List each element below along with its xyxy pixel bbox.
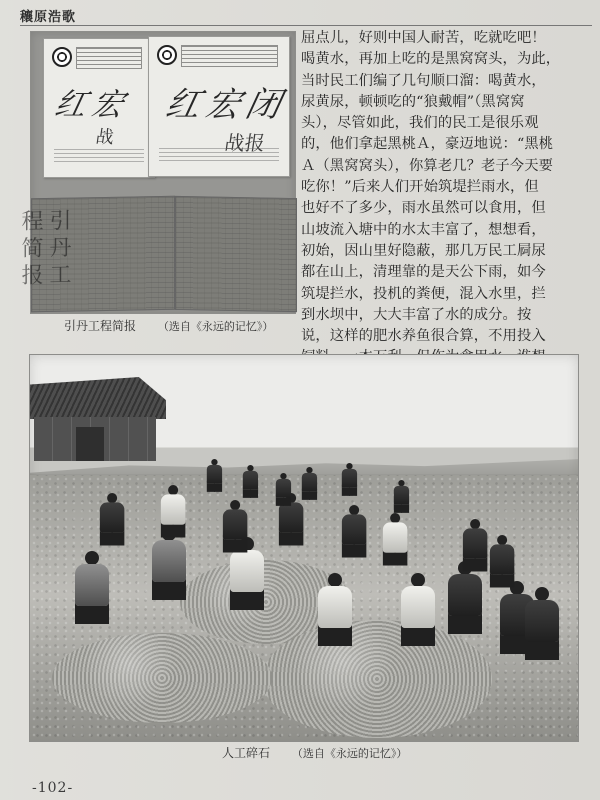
thatched-hut: [30, 377, 166, 461]
worker-figure: [339, 505, 369, 547]
worker-figure: [226, 537, 268, 595]
left-newspaper-title: 红宏: [51, 87, 134, 123]
article-body: 屈点儿，好则中国人耐苦，吃就吃吧！ 喝黄水，再加上吃的是黑窝窝头，为此， 当时民工们编了几句顺口溜：喝黄水， 尿黄尿，顿顿吃的“狼戴帽”（黑窝窝 头），尽管如此，我们的民工是很乐观 的，他们拿起黑桃Ａ，豪迈地说：“黑桃 Ａ（黑窝窝头），你算老几？老子今天要 吃你！”后来人们开始筑堤拦雨水，但 也好不了多少，雨水虽然可以食用，但 山坡流入塘中的水太丰富了，想想看， 初始，因山里好隐蔽，那几万民工屙尿 都在山上，清理靠的是天公下雨，如今 筑堤拦水，投机的粪便，混入水里，拦 到水坝中，大大丰富了水的成分。按 说，这样的肥水养鱼很合算，不用投入: [301, 30, 561, 345]
right-newspaper: [148, 36, 290, 177]
newspaper-photo: [18, 31, 296, 314]
bottom-caption-text: 人工碎石: [222, 746, 271, 760]
vertical-news-title: 引丹工程简报: [18, 208, 71, 291]
worker-figure: [444, 561, 486, 619]
stone-crushing-photo: [29, 354, 579, 742]
worker-figure: [380, 513, 410, 555]
left-newspaper-subtitle: 战: [94, 127, 116, 148]
right-newspaper-title: 红宏闭: [162, 85, 291, 125]
gravel-mound: [262, 620, 492, 738]
distant-worker-figure: [392, 480, 411, 506]
newspaper-header-box: [76, 47, 142, 69]
newspaper-print-lines: [159, 148, 279, 164]
distant-worker-figure: [241, 465, 260, 491]
distant-worker-figure: [340, 463, 359, 489]
distant-worker-figure: [300, 467, 319, 493]
worker-figure: [487, 535, 517, 577]
worker-figure: [220, 500, 250, 542]
left-newspaper: [43, 38, 155, 178]
worker-figure: [460, 519, 490, 561]
top-photo-caption: [64, 317, 273, 334]
page-number: -102-: [32, 780, 74, 796]
worker-figure: [158, 485, 188, 527]
book-title: 穰原浩歌: [20, 10, 77, 25]
dark-news-column-left: [18, 196, 175, 313]
dark-news-column-right: [175, 196, 297, 312]
bottom-caption-source: （选自《永远的记忆》）: [291, 747, 408, 760]
distant-worker-figure: [205, 459, 224, 485]
worker-figure: [148, 527, 190, 585]
top-caption-text: 引丹工程简报: [64, 319, 137, 333]
newspaper-seal-icon: [52, 47, 72, 67]
worker-figure: [276, 493, 306, 535]
bottom-photo-caption: [222, 744, 407, 761]
right-newspaper-subtitle: 战报: [223, 131, 267, 155]
top-caption-source: （选自《永远的记忆》）: [157, 320, 274, 333]
worker-figure: [314, 573, 356, 631]
hut-door: [76, 427, 104, 461]
worker-figure: [521, 587, 563, 645]
worker-figure: [397, 573, 439, 631]
worker-figure: [71, 551, 113, 609]
distant-worker-figure: [274, 473, 293, 499]
worker-figure: [97, 493, 127, 535]
newspaper-header-box: [181, 45, 278, 67]
header-rule: [20, 25, 592, 26]
hut-roof: [30, 377, 166, 419]
newspaper-seal-icon: [157, 45, 177, 65]
newspaper-print-lines: [54, 149, 144, 165]
gravel-mound: [52, 633, 272, 723]
